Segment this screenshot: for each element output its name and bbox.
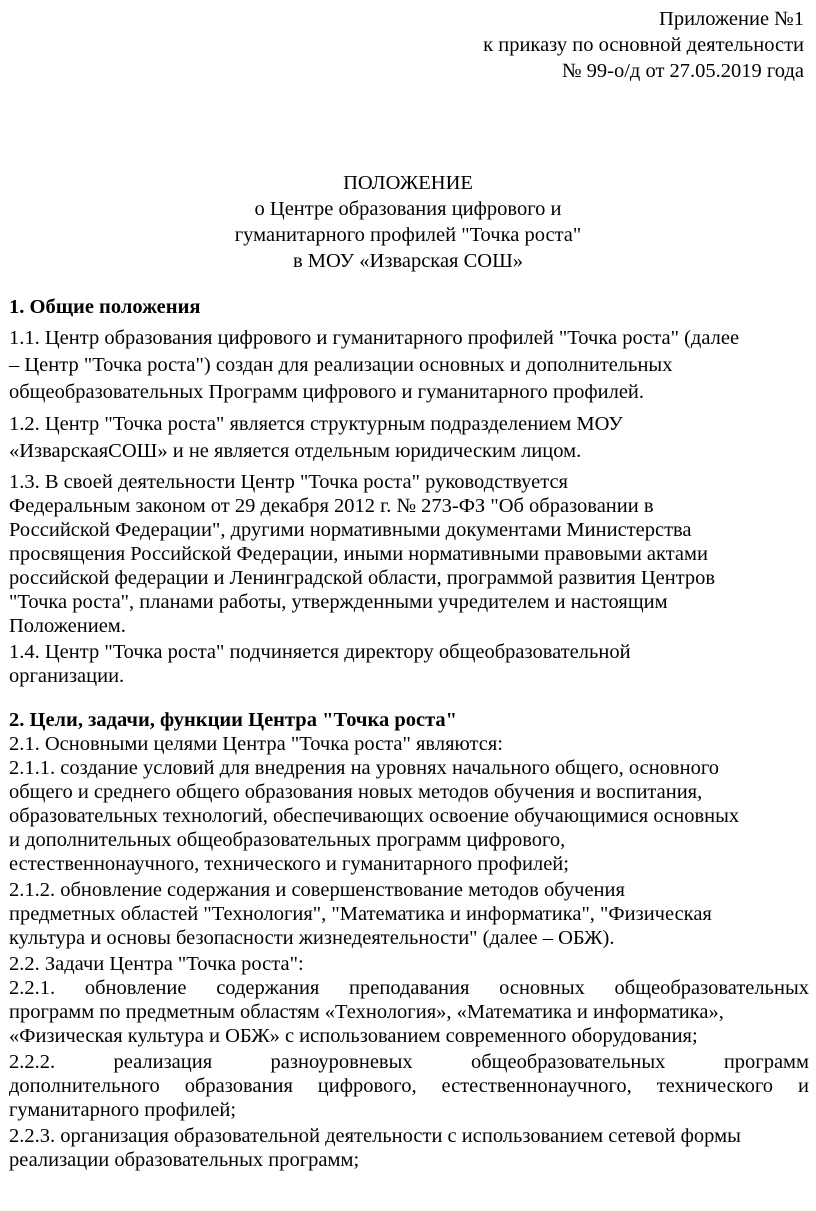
text-line: предметных областей "Технология", "Математика и информатика", "Физическая [9, 903, 712, 925]
text-line: 2.2.3. организация образовательной деятельности с использованием сетевой формы [9, 1125, 741, 1147]
word: содержания [216, 977, 320, 999]
word: естественнонаучного, [441, 1075, 632, 1097]
document-title [0, 170, 816, 274]
title-line-4: в МОУ «Изварская СОШ» [292, 250, 524, 272]
word: основных [499, 977, 585, 999]
section-1-heading: 1. Общие положения [9, 296, 201, 318]
word: обновление [84, 977, 187, 999]
text-line: "Точка роста", планами работы, утвержденными учредителем и настоящим [9, 591, 668, 613]
text-line: 1.1. Центр образования цифрового и гуманитарного профилей "Точка роста" (далее [9, 327, 740, 349]
paragraph-2-1-2 [9, 878, 809, 950]
order-reference: к приказу по основной деятельности [483, 34, 804, 56]
word: реализация [113, 1051, 213, 1073]
appendix-header [483, 6, 804, 84]
text-line: «Физическая культура и ОБЖ» с использованием современного оборудования; [9, 1025, 698, 1047]
word: программ [723, 1051, 809, 1073]
justified-line [9, 1074, 809, 1098]
paragraph-2-2-2 [9, 1050, 809, 1122]
text-line: образовательных технологий, обеспечивающих освоение обучающимися основных [9, 805, 740, 827]
section-2-heading: 2. Цели, задачи, функции Центра "Точка роста" [9, 709, 458, 731]
title-line-3: гуманитарного профилей "Точка роста" [234, 224, 582, 246]
text-line: 2.1.2. обновление содержания и совершенствование методов обучения [9, 879, 625, 901]
text-line: российской федерации и Ленинградской области, программой развития Центров [9, 567, 716, 589]
text-line: естественнонаучного, технического и гуманитарного профилей; [9, 853, 569, 875]
text-line: 1.2. Центр "Точка роста" является структурным подразделением МОУ [9, 413, 623, 435]
text-line: «ИзварскаяСОШ» и не является отдельным юридическим лицом. [9, 440, 582, 462]
document-body [9, 295, 809, 1172]
word: преподавания [349, 977, 470, 999]
word: общеобразовательных [614, 977, 809, 999]
text-line: Российской Федерации", другими нормативными документами Министерства [9, 519, 692, 541]
text-line: культура и основы безопасности жизнедеятельности" (далее – ОБЖ). [9, 927, 615, 949]
paragraph-1-4 [9, 640, 809, 688]
paragraph-1-1 [9, 325, 809, 406]
text-line: Федеральным законом от 29 декабря 2012 г. № 273-ФЗ "Об образовании в [9, 495, 654, 517]
appendix-number: Приложение №1 [659, 8, 804, 30]
word: общеобразовательных [471, 1051, 666, 1073]
word: цифрового, [317, 1075, 417, 1097]
text-line: организации. [9, 665, 125, 687]
word: разноуровневых [270, 1051, 413, 1073]
order-number-date: № 99-о/д от 27.05.2019 года [561, 60, 804, 82]
title-line-1: ПОЛОЖЕНИЕ [343, 172, 473, 194]
text-line: 1.4. Центр "Точка роста" подчиняется директору общеобразовательной [9, 641, 631, 663]
paragraph-2-2-3 [9, 1124, 809, 1172]
paragraph-1-3 [9, 470, 809, 638]
text-line: и дополнительных общеобразовательных программ цифрового, [9, 829, 566, 851]
text-line: Положением. [9, 615, 126, 637]
text-line: 1.3. В своей деятельности Центр "Точка роста" руководствуется [9, 471, 568, 493]
title-line-2: о Центре образования цифрового и [254, 198, 562, 220]
word: дополнительного [9, 1075, 160, 1097]
text-line: программ по предметным областям «Технология», «Математика и информатика», [9, 1001, 724, 1023]
text-line: просвящения Российской Федерации, иными нормативными правовыми актами [9, 543, 708, 565]
word: 2.2.1. [9, 977, 56, 999]
text-line: общеобразовательных Программ цифрового и гуманитарного профилей. [9, 381, 645, 403]
paragraph-2-2-1 [9, 976, 809, 1048]
word: образования [184, 1075, 293, 1097]
word: 2.2.2. [9, 1051, 56, 1073]
text-line: гуманитарного профилей; [9, 1099, 237, 1121]
paragraph-1-2 [9, 411, 809, 465]
paragraph-2-1-1 [9, 756, 809, 876]
justified-line [9, 976, 809, 1000]
text-line: 2.1.1. создание условий для внедрения на уровнях начального общего, основного [9, 757, 719, 779]
paragraph-2-1: 2.1. Основными целями Центра "Точка роста" являются: [9, 733, 503, 755]
justified-line [9, 1050, 809, 1074]
word: и [797, 1075, 809, 1097]
text-line: реализации образовательных программ; [9, 1149, 360, 1171]
text-line: – Центр "Точка роста") создан для реализации основных и дополнительных [9, 354, 673, 376]
text-line: общего и среднего общего образования новых методов обучения и воспитания, [9, 781, 703, 803]
paragraph-2-2: 2.2. Задачи Центра "Точка роста": [9, 953, 304, 975]
word: технического [656, 1075, 774, 1097]
